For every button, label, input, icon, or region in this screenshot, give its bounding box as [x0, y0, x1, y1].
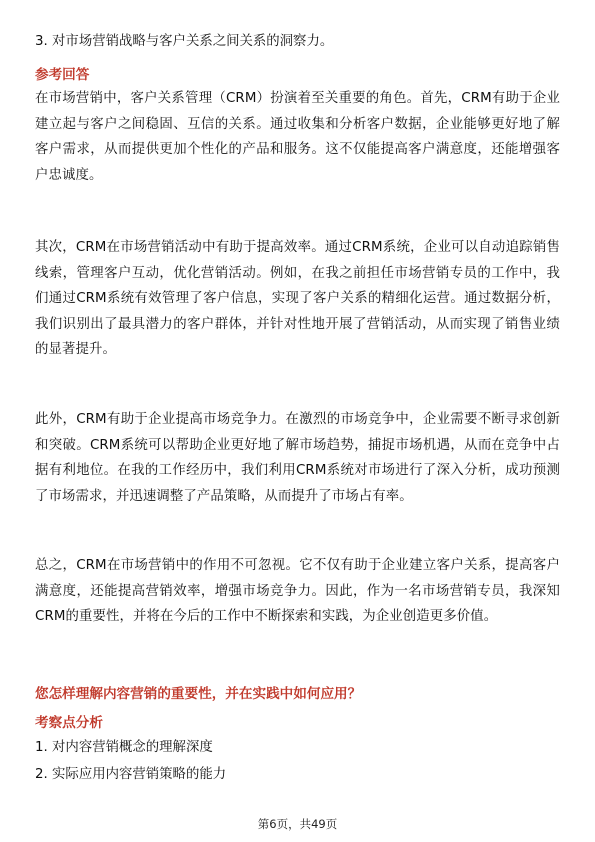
analysis-item-1: 1. 对内容营销概念的理解深度 [35, 740, 213, 755]
analysis-item-2: 2. 实际应用内容营销策略的能力 [35, 767, 227, 782]
analysis-heading: 考察点分析 [35, 715, 103, 731]
answer-paragraph-1: 在市场营销中，客户关系管理（CRM）扮演着至关重要的角色。首先，CRM有助于企业建立起与客户之间稳固、互信的关系。通过收集和分析客户数据，企业能够更好地了解客户需求，从而提供更加个性化的产品和服务。这不仅能提高客户满意度，还能增强客户忠诚度。 [35, 91, 560, 183]
page-number-footer: 第6页，共49页 [257, 817, 338, 831]
answer-paragraph-3: 此外，CRM有助于企业提高市场竞争力。在激烈的市场竞争中，企业需要不断寻求创新和突破。CRM系统可以帮助企业更好地了解市场趋势，捕捉市场机遇，从而在竞争中占据有利地位。在我的工作经历中，我们利用CRM系统对市场进行了深入分析，成功预测了市场需求，并迅速调整了产品策略，从而提升了市场占有率。 [35, 412, 560, 504]
top-list-item: 3. 对市场营销战略与客户关系之间关系的洞察力。 [35, 34, 334, 49]
answer-paragraph-2: 其次，CRM在市场营销活动中有助于提高效率。通过CRM系统，企业可以自动追踪销售线索，管理客户互动，优化营销活动。例如，在我之前担任市场营销专员的工作中，我们通过CRM系统有效管理了客户信息，实现了客户关系的精细化运营。通过数据分析，我们识别出了最具潜力的客户群体，并针对性地开展了营销活动，从而实现了销售业绩的显著提升。 [35, 240, 560, 358]
next-question-heading: 您怎样理解内容营销的重要性，并在实践中如何应用？ [35, 686, 362, 702]
answer-paragraph-4: 总之，CRM在市场营销中的作用不可忽视。它不仅有助于企业建立客户关系，提高客户满意度，还能提高营销效率，增强市场竞争力。因此，作为一名市场营销专员，我深知CRM的重要性，并将在今后的工作中不断探索和实践，为企业创造更多价值。 [35, 558, 560, 625]
answer-heading: 参考回答 [35, 67, 90, 83]
